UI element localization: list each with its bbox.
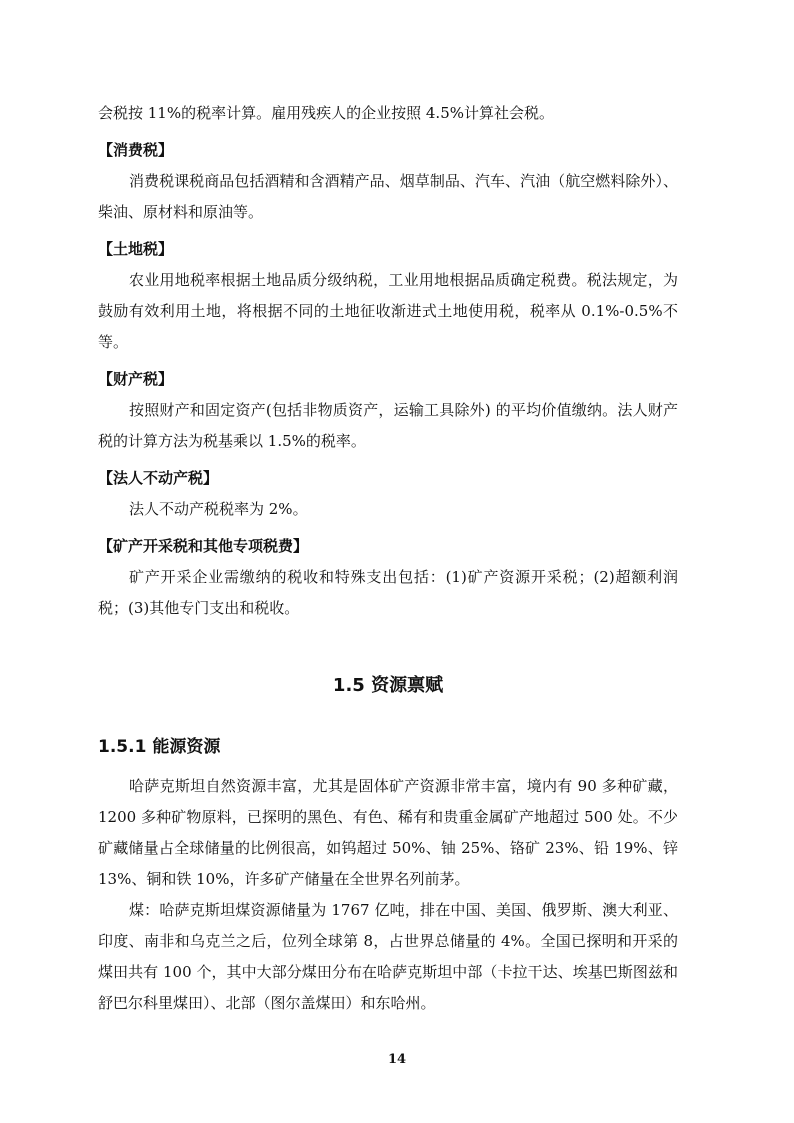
tax-section-mining [98,531,678,624]
section-body: 矿产开采企业需缴纳的税收和特殊支出包括：(1)矿产资源开采税；(2)超额利润税；(3)其他专门支出和税收。 [98,568,678,617]
section-heading: 【消费税】 [98,141,174,159]
tax-section-property [98,364,678,457]
section-body: 农业用地税率根据土地品质分级纳税，工业用地根据品质确定税费。税法规定，为鼓励有效利用土地，将根据不同的土地征收渐进式土地使用税，税率从 0.1%-0.5%不等。 [98,271,678,351]
section-heading: 【土地税】 [98,240,174,258]
section-body: 法人不动产税税率为 2%。 [129,500,308,518]
section-title: 1.5 资源禀赋 [332,675,444,696]
body-paragraph: 哈萨克斯坦自然资源丰富，尤其是固体矿产资源非常丰富，境内有 90 多种矿藏，1200 多种矿物原料，已探明的黑色、有色、稀有和贵重金属矿产地超过 500 处。不少矿藏储量占全球储量的比例很高，如钨超过 50%、铀 25%、铬矿 23%、铅 19%、锌 13%、铜和铁 10%，许多矿产储量在全世界名列前茅。 [98,777,678,888]
intro-line: 会税按 11%的税率计算。雇用残疾人的企业按照 4.5%计算社会税。 [98,104,554,122]
tax-section-land [98,234,678,358]
section-heading: 【矿产开采税和其他专项税费】 [98,537,309,555]
document-page [98,98,678,1019]
subsection-title: 1.5.1 能源资源 [98,737,221,757]
tax-section-real-estate [98,463,678,525]
tax-section-consumption [98,135,678,228]
section-body: 消费税课税商品包括酒精和含酒精产品、烟草制品、汽车、汽油（航空燃料除外）、柴油、原材料和原油等。 [98,172,678,221]
section-body: 按照财产和固定资产(包括非物质资产，运输工具除外) 的平均价值缴纳。法人财产税的计算方法为税基乘以 1.5%的税率。 [98,401,678,450]
page-number: 14 [387,1052,407,1067]
body-paragraph: 煤：哈萨克斯坦煤资源储量为 1767 亿吨，排在中国、美国、俄罗斯、澳大利亚、印度、南非和乌克兰之后，位列全球第 8，占世界总储量的 4%。全国已探明和开采的煤田共有 100 个，其中大部分煤田分布在哈萨克斯坦中部（卡拉干达、埃基巴斯图兹和舒巴尔科里煤田）、北部（图尔盖煤田）和东哈州。 [98,901,678,1012]
section-heading: 【财产税】 [98,370,174,388]
section-heading: 【法人不动产税】 [98,469,219,487]
